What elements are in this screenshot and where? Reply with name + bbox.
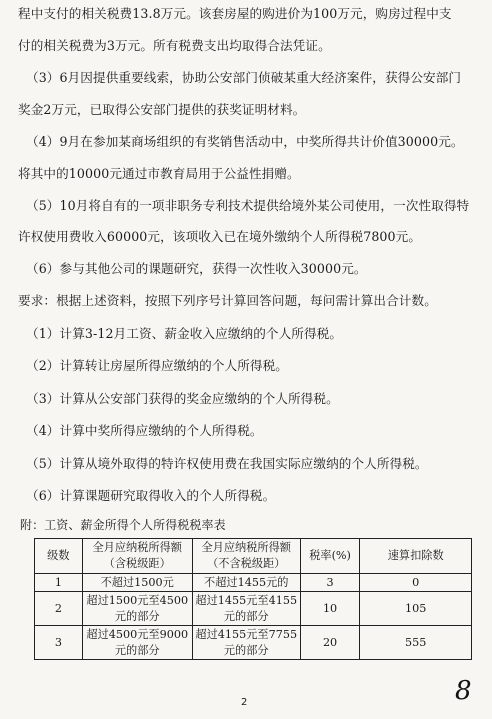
- text-line: 将其中的10000元通过市教育局用于公益性捐赠。: [18, 166, 300, 181]
- handwritten-page-number: 8: [455, 676, 472, 706]
- table-cell: 0: [360, 574, 472, 592]
- table-cell: 不超过1500元: [82, 574, 192, 592]
- text-line: 要求：根据上述资料，按照下列序号计算回答问题，每问需计算出合计数。: [18, 293, 437, 308]
- table-cell: 超过4155元至7755元的部分: [192, 626, 300, 660]
- question-line: （6）计算课题研究取得收入的个人所得税。: [26, 488, 276, 503]
- table-cell: 超过1500元至4500元的部分: [82, 592, 192, 626]
- text-line: （5）10月将自有的一项非职务专利技术提供给境外某公司使用，一次性取得特: [26, 198, 470, 213]
- text-line: 付的相关税费为3万元。所有税费支出均取得合法凭证。: [18, 38, 331, 53]
- table-cell: 105: [360, 592, 472, 626]
- question-line: （2）计算转让房屋所得应缴纳的个人所得税。: [26, 358, 288, 373]
- table-cell: 超过4500元至9000元的部分: [82, 626, 192, 660]
- text-line: （6）参与其他公司的课题研究，获得一次性收入30000元。: [26, 261, 367, 276]
- table-cell: 10: [300, 592, 360, 626]
- tax-rate-table: [34, 538, 472, 660]
- question-line: （1）计算3-12月工资、薪金收入应缴纳的个人所得税。: [26, 326, 343, 341]
- header-deduction: 速算扣除数: [360, 539, 472, 574]
- table-row: [35, 574, 472, 592]
- text-line: （3）6月因提供重要线索，协助公安部门侦破某重大经济案件，获得公安部门: [26, 70, 462, 85]
- page-number: 2: [241, 697, 248, 708]
- table-cell: 不超过1455元的: [192, 574, 300, 592]
- table-cell: 20: [300, 626, 360, 660]
- header-taxable-incl: 全月应纳税所得额（含税级距）: [82, 539, 192, 574]
- table-row: [35, 626, 472, 660]
- table-cell: 1: [35, 574, 83, 592]
- table-cell: 3: [300, 574, 360, 592]
- text-line: 奖金2万元，已取得公安部门提供的获奖证明材料。: [18, 102, 306, 117]
- appendix-title: 附：工资、薪金所得个人所得税税率表: [20, 518, 226, 532]
- text-line: （4）9月在参加某商场组织的有奖销售活动中，中奖所得共计价值30000元。: [26, 134, 464, 149]
- question-line: （4）计算中奖所得应缴纳的个人所得税。: [26, 423, 263, 438]
- header-taxable-excl: 全月应纳税所得额（不含税级距）: [192, 539, 300, 574]
- table-cell: 超过1455元至4155元的部分: [192, 592, 300, 626]
- text-line: 程中支付的相关税费13.8万元。该套房屋的购进价为100万元，购房过程中支: [18, 6, 452, 21]
- table-header-row: [35, 539, 472, 574]
- header-level: 级数: [35, 539, 83, 574]
- header-rate: 税率(%): [300, 539, 360, 574]
- table-cell: 2: [35, 592, 83, 626]
- question-line: （5）计算从境外取得的特许权使用费在我国实际应缴纳的个人所得税。: [26, 456, 428, 471]
- text-line: 许权使用费收入60000元，该项收入已在境外缴纳个人所得税7800元。: [18, 229, 422, 244]
- table-cell: 3: [35, 626, 83, 660]
- table-cell: 555: [360, 626, 472, 660]
- question-line: （3）计算从公安部门获得的奖金应缴纳的个人所得税。: [26, 391, 339, 406]
- table-row: [35, 592, 472, 626]
